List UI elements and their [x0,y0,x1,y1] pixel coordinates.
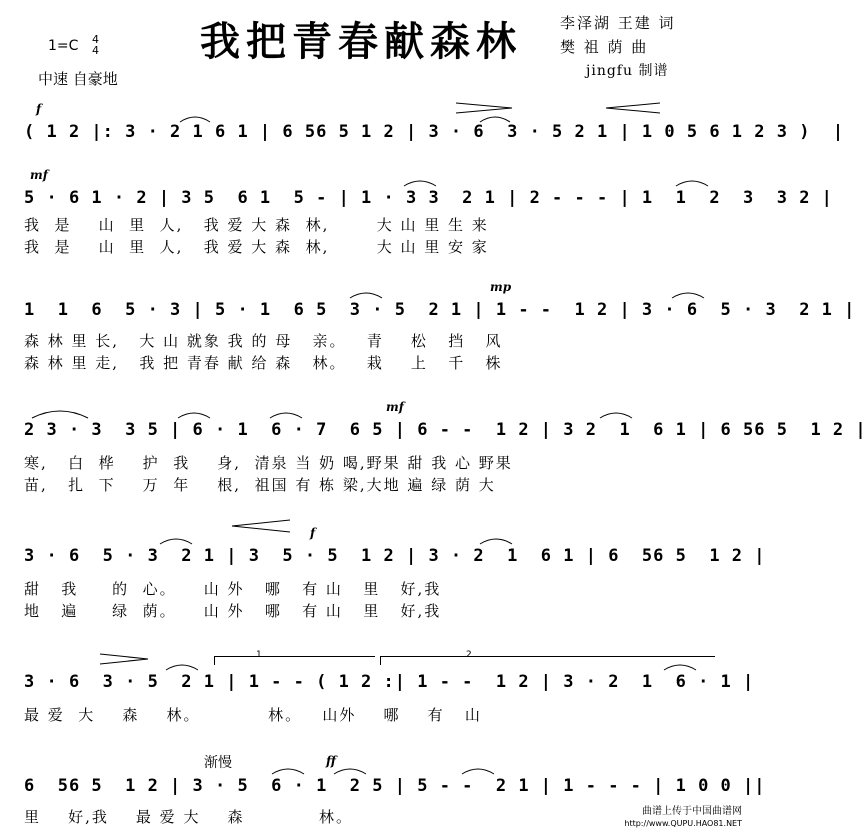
lyric-line-5-verse-1: 甜 我 的 心。 山 外 哪 有 山 里 好,我 [24,580,442,598]
notation-line-6: 3 · 6 3 · 5 2 1 | 1 - - ( 1 2 :| 1 - - 1 2 | 3 · 2 1 6 · 1 | [24,672,755,692]
lyric-line-4-verse-1: 寒, 白 桦 护 我 身, 清泉 当 奶 喝,野果 甜 我 心 野果 [24,454,513,472]
lyric-line-3-verse-2: 森 林 里 走, 我 把 青春 献 给 森 林。 栽 上 千 株 [24,354,503,372]
slur-row5-2 [480,539,512,544]
first-ending-number: 1 [256,650,262,660]
dynamic-mf-chorus: mf [386,400,404,414]
slur-row7-3 [462,769,494,774]
lyric-line-4-verse-2: 苗, 扎 下 万 年 根, 祖国 有 栋 梁,大地 遍 绿 荫 大 [24,476,496,494]
dynamic-f-intro: f [36,102,42,116]
notation-line-7: 6 56 5 1 2 | 3 · 5 6 · 1 2 5 | 5 - - 2 1 | 1 - - - | 1 0 0 || [24,776,766,796]
time-signature-bottom: 4 [92,44,99,57]
slur-row4-1 [32,411,88,418]
dynamic-mf-verse: mf [30,168,48,182]
lyric-line-5-verse-2: 地 遍 绿 荫。 山 外 哪 有 山 里 好,我 [24,602,442,620]
lyric-line-2-verse-2: 我 是 山 里 人, 我 爱 大 森 林, 大 山 里 安 家 [24,238,489,256]
slur-row5-1 [160,539,192,544]
slur-row6-1 [166,665,198,670]
lyric-line-6: 最 爱 大 森 林。 林。 山外 哪 有 山 [24,706,482,724]
slur-row4-2 [178,413,210,418]
lyric-line-2-verse-1: 我 是 山 里 人, 我 爱 大 森 林, 大 山 里 生 来 [24,216,489,234]
dynamic-ff: ff [326,754,336,768]
arranger-credit: jingfu 制谱 [586,63,669,79]
lyric-line-7: 里 好,我 最 爱 大 森 林。 [24,808,353,826]
notation-line-2: 5 · 6 1 · 2 | 3 5 6 1 5 - | 1 · 3 3 2 1 | 2 - - - | 1 1 2 3 3 2 | [24,188,833,208]
notation-line-1: ( 1 2 |: 3 · 2 1 6 1 | 6 56 5 1 2 | 3 · 6 3 · 5 2 1 | 1 0 5 6 1 2 3 ) | [24,122,845,142]
crescendo-hairpin-1 [606,103,660,113]
watermark-line-1: 曲谱上传于中国曲谱网 [642,806,742,817]
slur-row7-1 [272,769,304,774]
decrescendo-hairpin-2 [100,654,148,664]
key-signature: 1=C [48,38,79,54]
dynamic-mp: mp [490,280,512,294]
slur-row6-2 [664,665,696,670]
slur-intro-2 [480,117,510,122]
lyricist-credit: 李泽湖 王建 词 [560,14,676,32]
time-signature-top: 4 [92,33,99,46]
slur-intro-1 [180,117,210,122]
tempo-marking: 中速 自豪地 [38,70,118,88]
lyric-line-3-verse-1: 森 林 里 长, 大 山 就象 我 的 母 亲。 青 松 挡 风 [24,332,503,350]
notation-line-5: 3 · 6 5 · 3 2 1 | 3 5 · 5 1 2 | 3 · 2 1 6 1 | 6 56 5 1 2 | [24,546,766,566]
watermark-url: http://www.QUPU.HAO81.NET [624,819,742,828]
dynamic-f-climax: f [310,526,316,540]
slur-row3-2 [672,293,704,298]
slur-row7-2 [334,769,366,774]
slur-row2-2 [676,181,708,186]
source-watermark [624,806,742,830]
notation-line-4: 2 3 · 3 3 5 | 6 · 1 6 · 7 6 5 | 6 - - 1 2 | 3 2 1 6 1 | 6 56 5 1 2 | [24,420,867,440]
crescendo-hairpin-2 [232,520,290,532]
score-title: 我把青春献森林 [200,18,522,65]
second-ending-number: 2 [466,650,472,660]
composer-credit: 樊 祖 荫 曲 [560,38,649,56]
slur-row4-3 [270,413,302,418]
slur-row2-1 [404,181,436,186]
ritardando-marking: 渐慢 [204,755,232,771]
decrescendo-hairpin-1 [456,103,512,113]
slur-row3-1 [350,293,382,298]
notation-line-3: 1 1 6 5 · 3 | 5 · 1 6 5 3 · 5 2 1 | 1 - - 1 2 | 3 · 6 5 · 3 2 1 | [24,300,856,320]
slur-row4-4 [600,413,632,418]
